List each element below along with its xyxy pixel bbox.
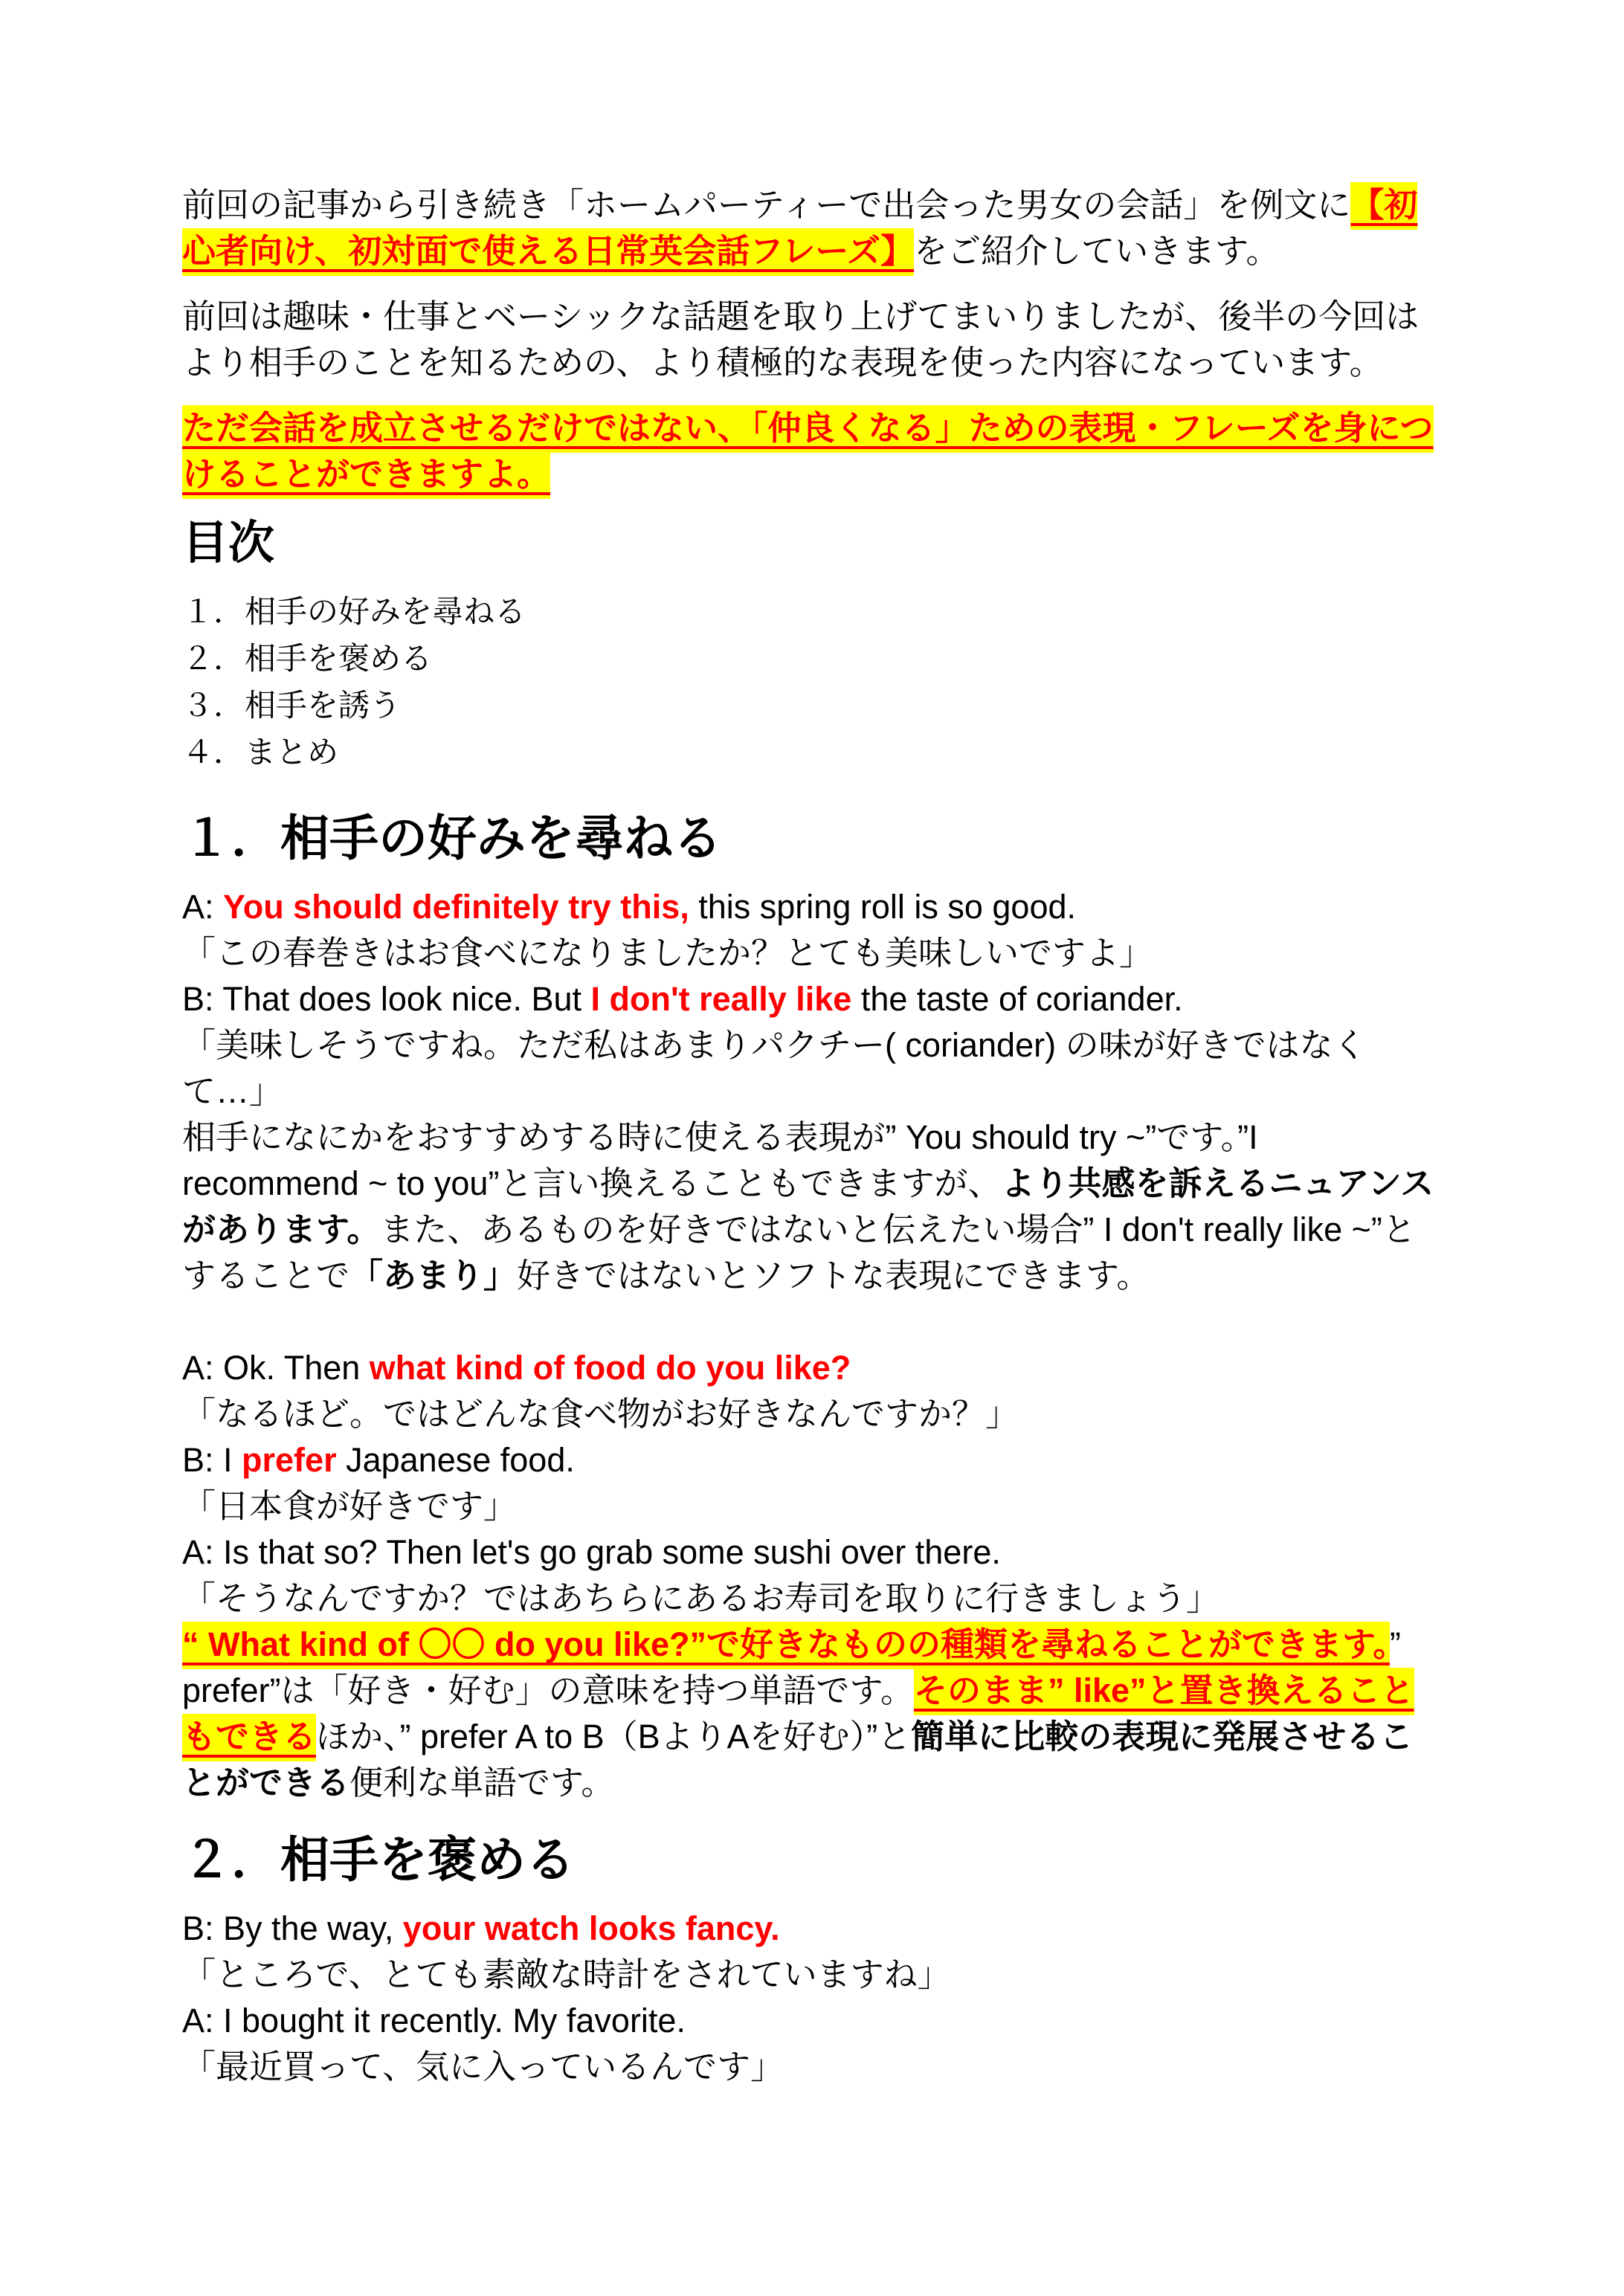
text-run: You should definitely try this,	[223, 888, 689, 926]
text-run: 相手になにかをおすすめする時に使える表現が” You should try ~”です。”I recommend ~ to you”と言い換えることもできますが、	[182, 1118, 1258, 1202]
text-run: Japanese food.	[336, 1441, 575, 1479]
paragraph	[182, 1483, 1443, 1529]
section-1-heading: １．相手の好みを尋ねる	[182, 810, 722, 865]
toc-heading: 目次	[182, 517, 275, 569]
text-run: 「ところで、とても素敵な時計をされていますね」	[182, 1955, 951, 1993]
paragraph	[182, 2044, 1443, 2090]
section-1-body	[182, 884, 1443, 1806]
text-run: 「美味しそうですね。ただ私はあまりパクチー( coriander) の味が好きではなくて…」	[182, 1026, 1367, 1110]
text-run: 好きではないとソフトな表現にできます。	[517, 1257, 1150, 1294]
toc-list	[182, 588, 1443, 775]
text-run: what kind of food do you like?	[369, 1349, 851, 1387]
text-run: ただ会話を成立させるだけではない、「仲良くなる」ための表現・フレーズを身につけることができますよ。	[182, 405, 1434, 499]
text-run: 【初心者向け、初対面で使える日常英会話フレーズ】	[182, 182, 1417, 276]
text-run: 前回は趣味・仕事とベーシックな話題を取り上げてまいりましたが、後半の今回はより相手のことを知るための、より積極的な表現を使った内容になっています。	[182, 297, 1420, 381]
toc-item: ４．まとめ	[182, 735, 339, 770]
text-run: 前回の記事から引き続き「ホームパーティーで出会った男女の会話」を例文に	[182, 186, 1351, 224]
text-run: prefer	[242, 1441, 337, 1479]
text-run: A: Is that so? Then let's go grab some sushi over there.	[182, 1533, 1001, 1571]
text-run: 便利な単語です。	[349, 1764, 615, 1802]
paragraph	[182, 1906, 1443, 1952]
text-run: より共感を訴えるニュアンスがあります。	[182, 1164, 1434, 1248]
text-run: 「あまり」	[349, 1257, 518, 1294]
text-run: 「この春巻きはお食べになりましたか？とても美味しいですよ」	[182, 934, 1153, 972]
text-run: 「日本食が好きです」	[182, 1487, 518, 1525]
text-run: I don't really like	[590, 980, 852, 1018]
text-run: B: I	[182, 1441, 242, 1479]
section-1	[182, 810, 1443, 1806]
paragraph	[182, 930, 1443, 976]
text-run: 「なるほど。ではどんな食べ物がお好きなんですか？」	[182, 1395, 1019, 1433]
blank-line	[182, 1299, 1443, 1345]
paragraph	[182, 976, 1443, 1022]
paragraph	[182, 1345, 1443, 1391]
text-run: A: I bought it recently. My favorite.	[182, 2002, 686, 2039]
paragraph	[182, 1115, 1443, 1299]
text-run: また、あるものを好きではないと伝えたい場合” I don't really like ~”とすることで	[182, 1210, 1416, 1294]
text-run: ” prefer”は「好き・好む」の意味を持つ単語です。	[182, 1625, 1401, 1709]
text-run: A: Ok. Then	[182, 1349, 370, 1387]
toc-item: ３．相手を誘う	[182, 688, 402, 723]
text-run: your watch looks fancy.	[402, 1909, 780, 1947]
paragraph	[182, 1437, 1443, 1483]
toc-item: １．相手の好みを尋ねる	[182, 594, 526, 629]
text-run: そのまま” like”と置き換えることもできる	[182, 1668, 1414, 1761]
text-run: 「そうなんですか？ではあちらにあるお寿司を取りに行きましょう」	[182, 1579, 1220, 1617]
text-run: this spring roll is so good.	[689, 888, 1076, 926]
section-2-body	[182, 1906, 1443, 2090]
paragraph	[182, 1529, 1443, 1576]
text-run: A:	[182, 888, 224, 926]
paragraph	[182, 1391, 1443, 1437]
text-run: “ What kind of 〇〇 do you like?”で好きなものの種類を尋ねることができます。	[182, 1622, 1390, 1669]
paragraph	[182, 294, 1443, 386]
paragraph	[182, 1576, 1443, 1622]
paragraph	[182, 884, 1443, 930]
toc-item: ２．相手を褒める	[182, 641, 433, 676]
paragraph	[182, 405, 1443, 497]
text-run: B: By the way,	[182, 1909, 403, 1947]
section-2	[182, 1831, 1443, 2090]
text-run: をご紹介していきます。	[914, 232, 1280, 270]
paragraph	[182, 1022, 1443, 1115]
paragraph	[182, 1622, 1443, 1806]
text-run: B: That does look nice. But	[182, 980, 591, 1018]
intro	[182, 182, 1443, 497]
paragraph	[182, 182, 1443, 274]
table-of-contents	[182, 517, 1443, 775]
text-run: 「最近買って、気に入っているんです」	[182, 2048, 784, 2086]
text-run: ほか、” prefer A to B（BよりAを好む）”と	[316, 1718, 912, 1755]
paragraph	[182, 1998, 1443, 2044]
section-2-heading: ２．相手を褒める	[182, 1832, 575, 1887]
paragraph	[182, 1952, 1443, 1998]
text-run: 簡単に比較の表現に発展させることができる	[182, 1718, 1414, 1802]
text-run: the taste of coriander.	[851, 980, 1183, 1018]
